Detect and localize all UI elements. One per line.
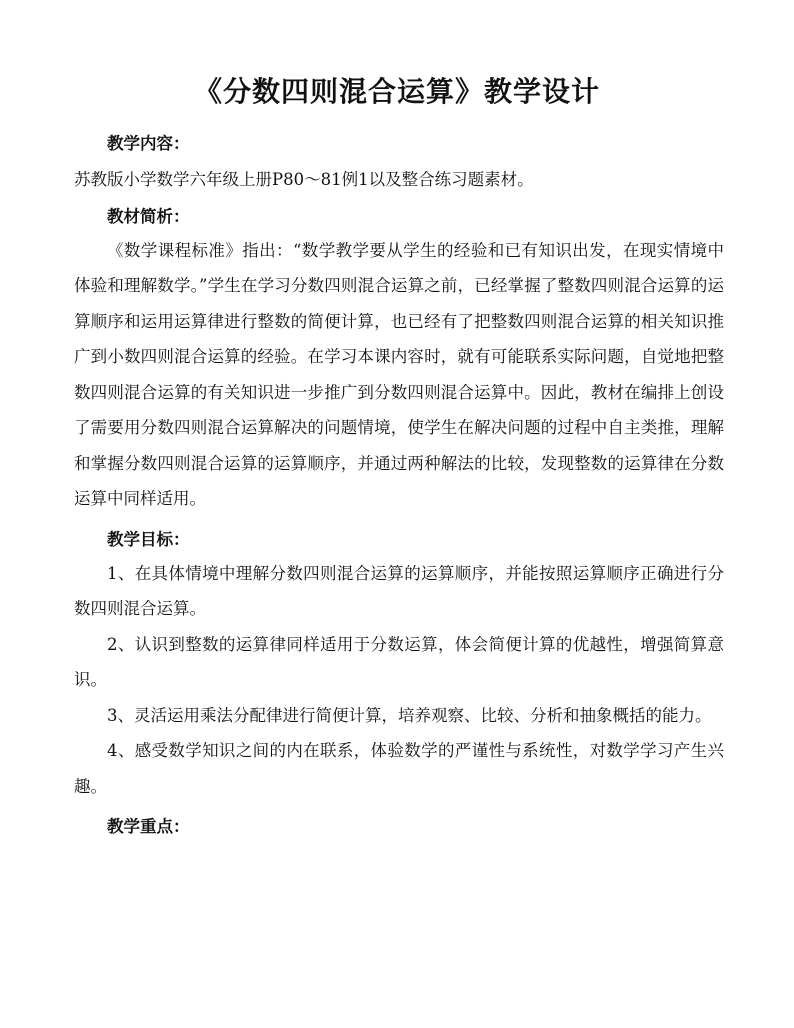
document-title: 《分数四则混合运算》教学设计 <box>193 75 600 108</box>
objective-item-1: 1、在具体情境中理解分数四则混合运算的运算顺序，并能按照运算顺序正确进行分数四则混合运算。 <box>74 563 724 618</box>
teaching-content-text: 苏教版小学数学六年级上册P80～81例1以及整合练习题素材。 <box>74 170 534 189</box>
section-heading-teaching-objectives: 教学目标： <box>107 529 190 549</box>
document-body <box>74 127 724 843</box>
section-heading-teaching-content: 教学内容： <box>107 134 190 153</box>
objective-item-3: 3、灵活运用乘法分配律进行简便计算，培养观察、比较、分析和抽象概括的能力。 <box>107 705 712 725</box>
objective-item-2: 2、认识到整数的运算律同样适用于分数运算，体会简便计算的优越性，增强简算意识。 <box>74 634 724 689</box>
section-heading-key-points: 教学重点： <box>107 817 190 836</box>
material-analysis-text: 《数学课程标准》指出：“数学教学要从学生的经验和已有知识出发，在现实情境中体验和理解数学。”学生在学习分数四则混合运算之前，已经掌握了整数四则混合运算的运算顺序和运用运算律进行整数的简便计算，也已经有了把整数四则混合运算的相关知识推广到小数四则混合运算的经验。在学习本课内容时，就有可能联系实际问题，自觉地把整数四则混合运算的有关知识进一步推广到分数四则混合运算中。因此，教材在编排上创设了需要用分数四则混合运算解决的问题情境，使学生在解决问题的过程中自主类推，理解和掌握分数四则混合运算的运算顺序，并通过两种解法的比较，发现整数的运算律在分数运算中同样适用。 <box>74 240 724 508</box>
objective-item-4: 4、感受数学知识之间的内在联系，体验数学的严谨性与系统性，对数学学习产生兴趣。 <box>74 741 724 796</box>
section-heading-material-analysis: 教材简析： <box>107 206 190 226</box>
